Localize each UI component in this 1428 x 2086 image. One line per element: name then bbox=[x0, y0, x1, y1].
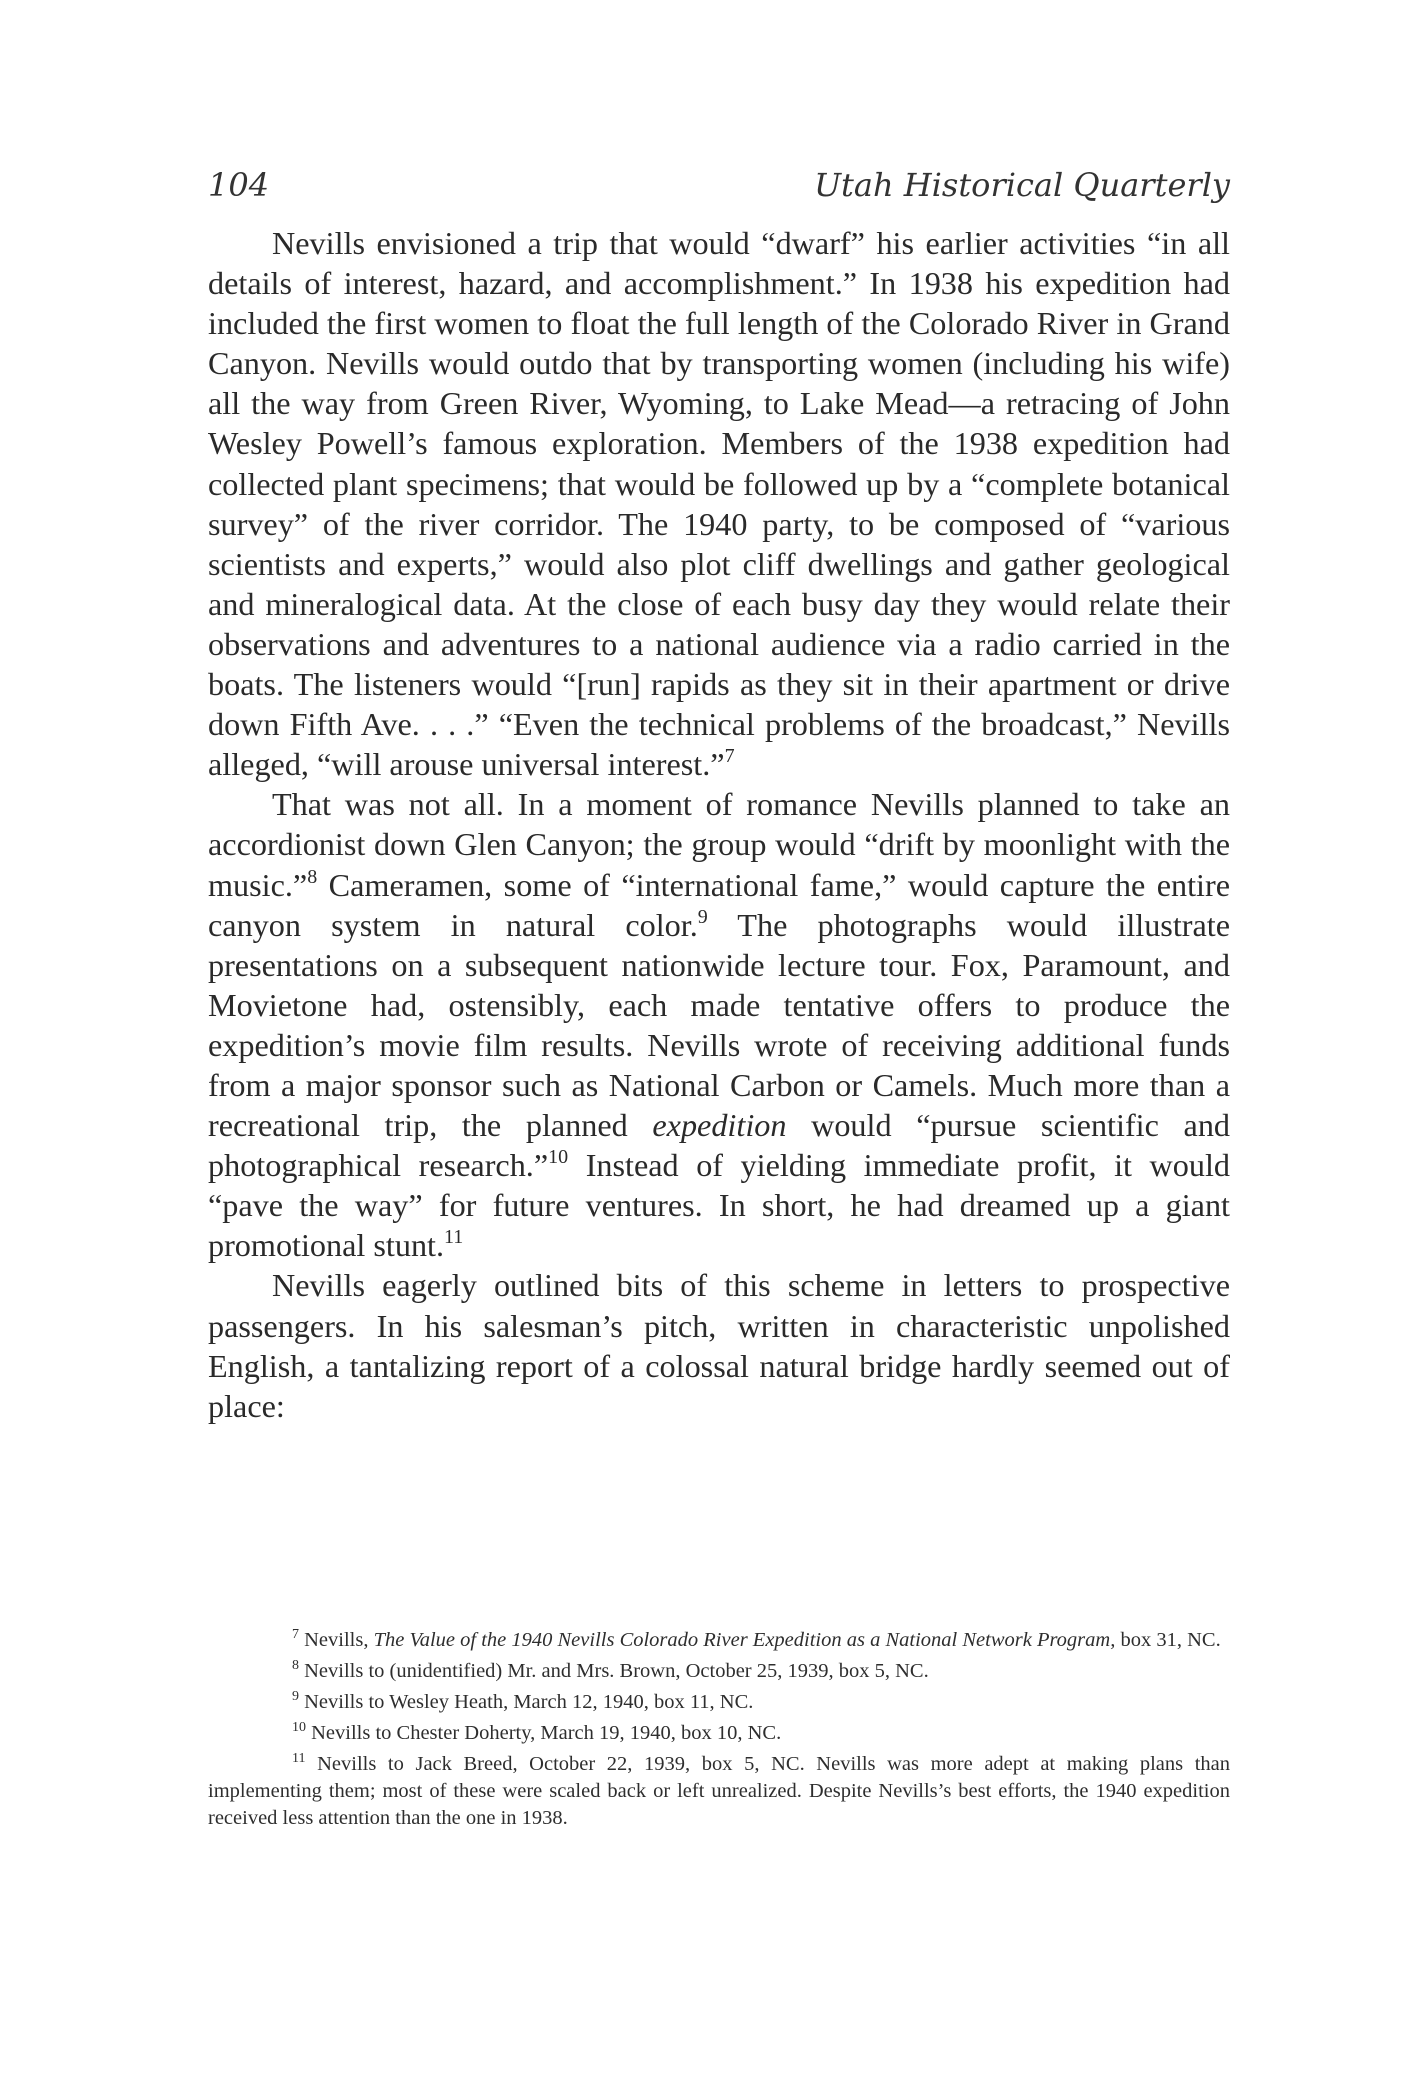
text-run: Instead of yielding immediate profit, it would “pave the way” for future ventures. In short, he had dreamed up a giant promotional stunt. bbox=[208, 1147, 1230, 1264]
text-run: Nevills envisioned a trip that would “dwarf” his earlier activities “in all details of interest, hazard, and accomplishment.” In 1938 his expedition had included the first women to float the full length of the Colorado River in Grand Canyon. Nevills would outdo that by transporting women (including his wife) all the way from Green River, Wyoming, to Lake Mead—a retracing of John Wesley Powell’s famous exploration. Members of the 1938 expedition had collected plant specimens; that would be followed up by a “complete botanical survey” of the river corridor. The 1940 party, to be composed of “various scientists and experts,” would also plot cliff dwellings and gather geological and mineralogical data. At the close of each busy day they would relate their observations and adventures to a national audience via a radio carried in the boats. The listeners would “[run] rapids as they sit in their apartment or drive down Fifth Ave. . . .” “Even the technical problems of the broadcast,” Nevills alleged, “will arouse universal interest.” bbox=[208, 225, 1230, 783]
footnote bbox=[208, 1627, 1230, 1654]
footnote-number: 7 bbox=[292, 1627, 299, 1642]
footnote-number: 8 bbox=[292, 1658, 299, 1673]
page-number: 104 bbox=[208, 166, 270, 204]
text-run: Nevills to Jack Breed, October 22, 1939, box 5, NC. Nevills was more adept at making plans than implementing them; most of these were scaled back or left unrealized. Despite Nevills’s best efforts, the 1940 expedition received less attention than the one in 1938. bbox=[208, 1753, 1230, 1829]
italic-text: The Value of the 1940 Nevills Colorado River Expedition as a National Network Program, bbox=[373, 1629, 1116, 1651]
footnote-reference: 8 bbox=[307, 865, 318, 888]
text-run: Nevills, bbox=[304, 1629, 374, 1651]
footnote bbox=[208, 1689, 1230, 1716]
journal-title: Utah Historical Quarterly bbox=[814, 166, 1230, 204]
footnote bbox=[208, 1720, 1230, 1747]
footnote-reference: 10 bbox=[548, 1146, 569, 1169]
text-run: Nevills to Chester Doherty, March 19, 1940, box 10, NC. bbox=[311, 1722, 782, 1744]
paragraph bbox=[208, 784, 1230, 1265]
text-run: The photographs would illustrate presentations on a subsequent nationwide lecture tour. Fox, Paramount, and Movietone had, ostensibly, each made tentative offers to produce the expedition’s movie film results. Nevills wrote of receiving additional funds from a major sponsor such as National Carbon or Camels. Much more than a recreational trip, the planned bbox=[208, 906, 1231, 1144]
text-run: Nevills eagerly outlined bits of this scheme in letters to prospective passengers. In his salesman’s pitch, written in characteristic unpolished English, a tantalizing report of a colossal natural bridge hardly seemed out of place: bbox=[208, 1267, 1230, 1424]
text-run: Cameramen, some of “international fame,” would capture the entire canyon system in natural color. bbox=[208, 866, 1230, 943]
footnotes bbox=[208, 1627, 1230, 1836]
footnote-number: 11 bbox=[292, 1751, 306, 1766]
paragraph bbox=[208, 223, 1230, 784]
text-run: Nevills to (unidentified) Mr. and Mrs. Brown, October 25, 1939, box 5, NC. bbox=[304, 1660, 929, 1682]
footnote-number: 9 bbox=[292, 1689, 299, 1704]
text-run: Nevills to Wesley Heath, March 12, 1940, box 11, NC. bbox=[304, 1691, 754, 1713]
footnote-reference: 11 bbox=[444, 1226, 464, 1249]
footnote bbox=[208, 1751, 1230, 1832]
page-body bbox=[208, 165, 1230, 1426]
italic-text: expedition bbox=[652, 1107, 787, 1144]
footnote-reference: 9 bbox=[697, 905, 708, 928]
text-run: That was not all. In a moment of romance Nevills planned to take an accordionist down Glen Canyon; the group would “drift by moonlight with the music.” bbox=[208, 786, 1230, 903]
text-run: would “pursue scientific and photographical research.” bbox=[208, 1107, 1231, 1184]
text-run: box 31, NC. bbox=[1115, 1629, 1221, 1651]
footnote-number: 10 bbox=[292, 1720, 306, 1735]
running-head bbox=[208, 165, 1230, 205]
footnote-reference: 7 bbox=[724, 745, 735, 768]
paragraph bbox=[208, 1265, 1230, 1425]
footnote bbox=[208, 1658, 1230, 1685]
article-text bbox=[208, 223, 1230, 1426]
